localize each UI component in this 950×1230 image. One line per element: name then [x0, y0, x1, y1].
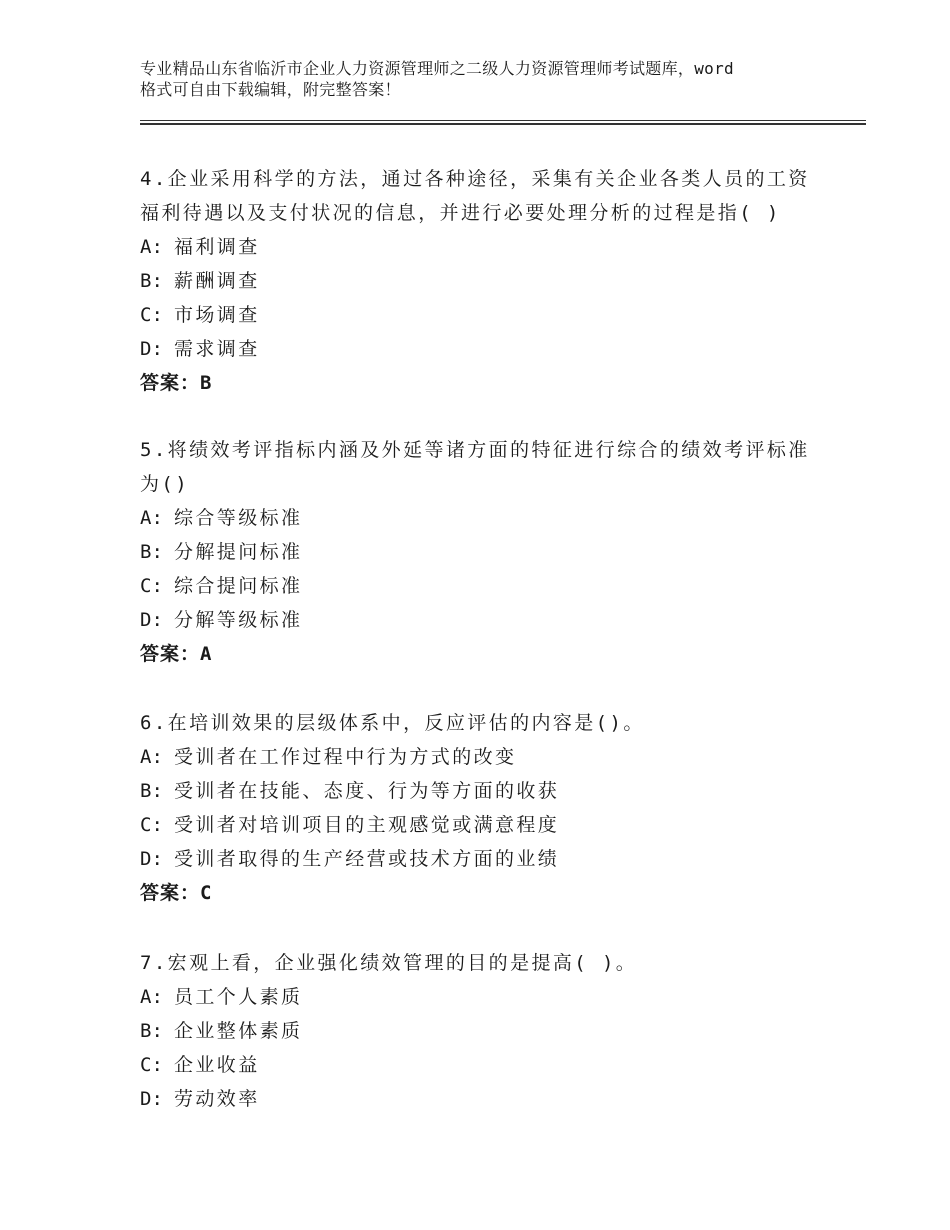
option-key: B:	[140, 780, 163, 802]
option-a	[140, 501, 820, 535]
option-text: 分解等级标准	[174, 609, 303, 631]
answer-line: 答案：B	[140, 372, 213, 394]
option-text: 综合提问标准	[174, 575, 303, 597]
option-a	[140, 980, 820, 1014]
option-d	[140, 842, 820, 876]
option-text: 薪酬调查	[174, 270, 260, 292]
option-c	[140, 298, 820, 332]
option-key: C:	[140, 814, 163, 836]
option-a	[140, 230, 820, 264]
option-d	[140, 332, 820, 366]
option-key: C:	[140, 1054, 163, 1076]
option-text: 劳动效率	[174, 1088, 260, 1110]
option-c	[140, 569, 820, 603]
option-key: D:	[140, 848, 163, 870]
option-text: 需求调查	[174, 338, 260, 360]
option-key: A:	[140, 746, 163, 768]
option-key: B:	[140, 541, 163, 563]
question-block	[140, 433, 820, 671]
header-divider-thin	[140, 120, 866, 121]
document-header	[140, 58, 830, 100]
option-key: C:	[140, 304, 163, 326]
option-text: 综合等级标准	[174, 507, 303, 529]
question-stem: 7.宏观上看，企业强化绩效管理的目的是提高( )。	[140, 952, 638, 974]
answer-line: 答案：C	[140, 882, 213, 904]
option-text: 受训者在工作过程中行为方式的改变	[174, 746, 517, 768]
option-b	[140, 535, 820, 569]
question-stem: 5.将绩效考评指标内涵及外延等诸方面的特征进行综合的绩效考评标准为()	[140, 439, 810, 495]
option-text: 受训者在技能、态度、行为等方面的收获	[174, 780, 560, 802]
option-b	[140, 1014, 820, 1048]
option-key: C:	[140, 575, 163, 597]
header-title-line-2: 格式可自由下载编辑，附完整答案！	[140, 80, 401, 99]
option-key: B:	[140, 270, 163, 292]
option-key: B:	[140, 1020, 163, 1042]
option-c	[140, 1048, 820, 1082]
option-text: 企业收益	[174, 1054, 260, 1076]
question-block	[140, 162, 820, 400]
option-text: 分解提问标准	[174, 541, 303, 563]
option-d	[140, 603, 820, 637]
option-key: D:	[140, 1088, 163, 1110]
question-stem: 4.企业采用科学的方法，通过各种途径，采集有关企业各类人员的工资福利待遇以及支付状况的信息，并进行必要处理分析的过程是指( )	[140, 168, 810, 224]
option-text: 市场调查	[174, 304, 260, 326]
option-a	[140, 740, 820, 774]
option-text: 受训者取得的生产经营或技术方面的业绩	[174, 848, 560, 870]
option-key: A:	[140, 236, 163, 258]
option-key: A:	[140, 986, 163, 1008]
option-text: 受训者对培训项目的主观感觉或满意程度	[174, 814, 560, 836]
question-block	[140, 706, 820, 910]
option-b	[140, 774, 820, 808]
option-key: D:	[140, 609, 163, 631]
question-stem: 6.在培训效果的层级体系中，反应评估的内容是()。	[140, 712, 645, 734]
option-key: A:	[140, 507, 163, 529]
option-key: D:	[140, 338, 163, 360]
header-title-line-1: 专业精品山东省临沂市企业人力资源管理师之二级人力资源管理师考试题库，word	[140, 59, 734, 78]
option-text: 企业整体素质	[174, 1020, 303, 1042]
option-text: 员工个人素质	[174, 986, 303, 1008]
option-d	[140, 1082, 820, 1116]
option-c	[140, 808, 820, 842]
option-text: 福利调查	[174, 236, 260, 258]
question-block	[140, 946, 820, 1116]
header-divider-thick	[140, 123, 866, 125]
answer-line: 答案：A	[140, 643, 213, 665]
option-b	[140, 264, 820, 298]
